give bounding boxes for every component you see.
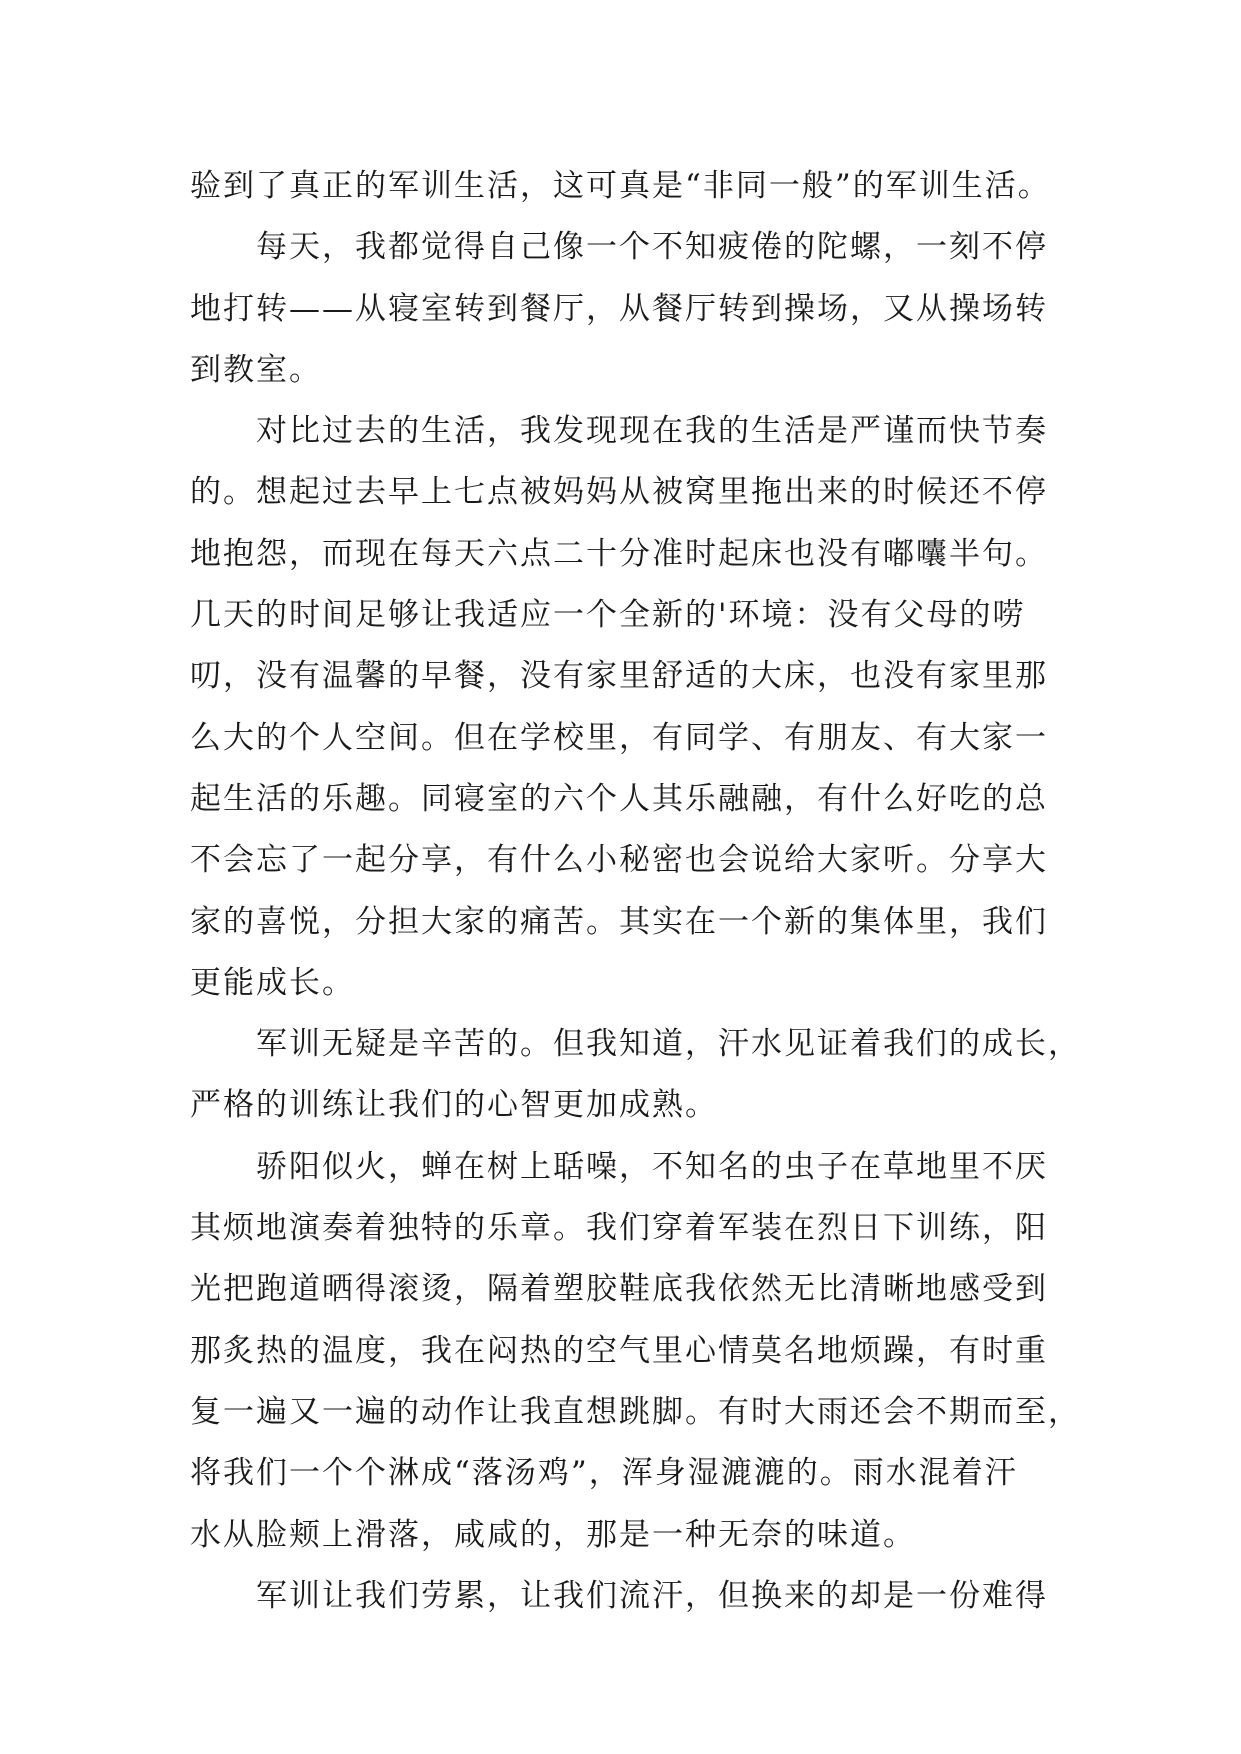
text-line: 的。想起过去早上七点被妈妈从被窝里拖出来的时候还不停 <box>190 474 1048 511</box>
text-line: 地打转——从寝室转到餐厅，从餐厅转到操场，又从操场转 <box>190 290 1048 327</box>
text-line: 起生活的乐趣。同寝室的六个人其乐融融，有什么好吃的总 <box>190 780 1048 817</box>
text-line: 叨，没有温馨的早餐，没有家里舒适的大床，也没有家里那 <box>190 658 1048 695</box>
text-line: 到教室。 <box>190 351 322 388</box>
text-line: 验到了真正的军训生活，这可真是“非同一般”的军训生活。 <box>190 168 1051 204</box>
text-line: 军训让我们劳累，让我们流汗，但换来的却是一份难得 <box>256 1577 1048 1614</box>
text-line: 么大的个人空间。但在学校里，有同学、有朋友、有大家一 <box>190 719 1048 756</box>
text-line: 地抱怨，而现在每天六点二十分准时起床也没有嘟囔半句。 <box>190 535 1048 572</box>
text-line: 水从脸颊上滑落，咸咸的，那是一种无奈的味道。 <box>190 1516 916 1553</box>
text-line: 几天的时间足够让我适应一个全新的'环境：没有父母的唠 <box>190 597 1026 634</box>
text-line: 更能成长。 <box>190 964 355 1001</box>
text-line: 军训无疑是辛苦的。但我知道，汗水见证着我们的成长， <box>256 1026 1081 1063</box>
text-line: 光把跑道晒得滚烫，隔着塑胶鞋底我依然无比清晰地感受到 <box>190 1271 1048 1308</box>
text-line: 严格的训练让我们的心智更加成熟。 <box>190 1087 718 1124</box>
text-line: 家的喜悦，分担大家的痛苦。其实在一个新的集体里，我们 <box>190 903 1048 940</box>
text-line: 不会忘了一起分享，有什么小秘密也会说给大家听。分享大 <box>190 842 1048 879</box>
text-line: 每天，我都觉得自己像一个不知疲倦的陀螺，一刻不停 <box>256 229 1048 266</box>
text-line: 将我们一个个淋成“落汤鸡”，浑身湿漉漉的。雨水混着汗 <box>190 1455 1018 1492</box>
essay-body <box>190 156 1081 1627</box>
text-line: 复一遍又一遍的动作让我直想跳脚。有时大雨还会不期而至， <box>190 1393 1081 1430</box>
text-line: 对比过去的生活，我发现现在我的生活是严谨而快节奏 <box>256 413 1048 450</box>
text-line: 那炙热的温度，我在闷热的空气里心情莫名地烦躁，有时重 <box>190 1332 1048 1369</box>
text-line: 其烦地演奏着独特的乐章。我们穿着军装在烈日下训练，阳 <box>190 1210 1048 1247</box>
text-line: 骄阳似火，蝉在树上聒噪，不知名的虫子在草地里不厌 <box>256 1148 1048 1185</box>
